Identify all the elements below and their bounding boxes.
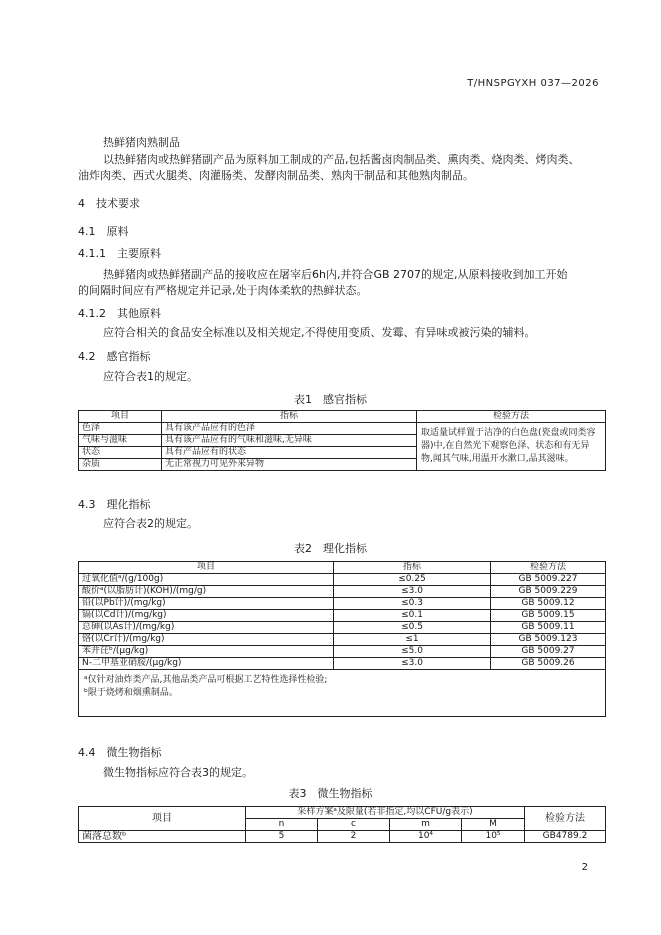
table3-cell-m: 10⁴ — [390, 831, 462, 843]
table2-cell: 苯并芘ᵇ/(μg/kg) — [79, 646, 334, 658]
para-4-3: 应符合表2的规定。 — [103, 517, 198, 530]
table2-cell: ≤0.5 — [334, 622, 491, 634]
table3-cell-method: GB4789.2 — [525, 831, 606, 843]
para-4-1-1-line1: 热鲜猪肉或热鲜猪副产品的接收应在屠宰后6h内,并符合GB 2707的规定,从原料接收到加工开始 — [103, 268, 568, 281]
table3-header-item: 项目 — [79, 807, 246, 831]
table1-cell: 色泽 — [79, 423, 162, 435]
heading-4-4: 4.4 微生物指标 — [78, 746, 162, 759]
table2-cell: ≤3.0 — [334, 658, 491, 670]
table2-cell: GB 5009.227 — [491, 574, 606, 586]
table1-cell: 杂质 — [79, 459, 162, 471]
table-row — [79, 598, 606, 610]
table1-cell: 具有该产品应有的色泽 — [162, 423, 417, 435]
definition-line1: 以热鲜猪肉或热鲜猪副产品为原料加工制成的产品,包括酱卤肉制品类、熏肉类、烧肉类、烤肉类、 — [103, 153, 580, 166]
table2-cell: 过氧化值ᵃ/(g/100g) — [79, 574, 334, 586]
table2-cell: 酸价ᵃ(以脂肪计)(KOH)/(mg/g) — [79, 586, 334, 598]
table2-note-b: ᵇ限于烧烤和烟熏制品。 — [84, 688, 178, 698]
table-row — [79, 646, 606, 658]
table-row — [79, 586, 606, 598]
table3-header-sampling: 采样方案ᵃ及限量(若非指定,均以CFU/g表示) — [246, 807, 525, 819]
table1-cell: 状态 — [79, 447, 162, 459]
table2-cell: N-二甲基亚硝胺/(μg/kg) — [79, 658, 334, 670]
table-row — [79, 622, 606, 634]
table2-cell: ≤0.3 — [334, 598, 491, 610]
table1-cell: 无正常视力可见外来异物 — [162, 459, 417, 471]
table2-cell: 总砷(以As计)/(mg/kg) — [79, 622, 334, 634]
table2-cell: ≤1 — [334, 634, 491, 646]
para-4-1-1-line2: 的间隔时间应有严格规定并记录,处于肉体柔软的热鲜状态。 — [78, 284, 368, 297]
table2-caption: 表2 理化指标 — [294, 542, 367, 555]
table1-header-item: 项目 — [79, 411, 162, 423]
table2-cell: GB 5009.123 — [491, 634, 606, 646]
table3-cell-M: 10⁵ — [462, 831, 525, 843]
microbial-table — [78, 806, 606, 843]
para-4-1-2: 应符合相关的食品安全标准以及相关规定,不得使用变质、发霉、有异味或被污染的辅料。 — [103, 326, 536, 339]
table-row — [79, 423, 606, 435]
heading-4-1-1: 4.1.1 主要原料 — [78, 247, 161, 260]
table3-sub-M: M — [462, 819, 525, 831]
table2-cell: 铬(以Cr计)/(mg/kg) — [79, 634, 334, 646]
table2-cell: GB 5009.11 — [491, 622, 606, 634]
table1-method-cell: 取适量试样置于洁净的白色盘(瓷盘或同类容器)中,在自然光下观察色泽、状态和有无异物,闻其气味,用温开水漱口,品其滋味。 — [417, 423, 606, 471]
para-4-4: 微生物指标应符合表3的规定。 — [103, 766, 253, 779]
table2-note-a: ᵃ仅针对油炸类产品,其他品类产品可根据工艺特性选择性检验; — [84, 675, 328, 685]
table1-header-index: 指标 — [162, 411, 417, 423]
table2-cell: ≤0.1 — [334, 610, 491, 622]
table2-notes — [79, 670, 606, 717]
heading-4-1: 4.1 原料 — [78, 225, 129, 238]
table-row — [79, 658, 606, 670]
table3-caption: 表3 微生物指标 — [288, 787, 373, 800]
table2-cell: ≤0.25 — [334, 574, 491, 586]
table2-cell: GB 5009.26 — [491, 658, 606, 670]
table2-cell: GB 5009.15 — [491, 610, 606, 622]
table2-header-method: 检验方法 — [491, 562, 606, 574]
table2-cell: 镉(以Cd计)/(mg/kg) — [79, 610, 334, 622]
para-4-2: 应符合表1的规定。 — [103, 370, 198, 383]
table3-sub-c: c — [318, 819, 390, 831]
definition-term: 热鲜猪肉熟制品 — [103, 136, 180, 149]
table3-cell-n: 5 — [246, 831, 318, 843]
table1-cell: 具有该产品应有的气味和滋味,无异味 — [162, 435, 417, 447]
table3-sub-m: m — [390, 819, 462, 831]
table3-header-method: 检验方法 — [525, 807, 606, 831]
table2-cell: ≤3.0 — [334, 586, 491, 598]
table1-cell: 具有产品应有的状态 — [162, 447, 417, 459]
table2-cell: GB 5009.229 — [491, 586, 606, 598]
table2-header-item: 项目 — [79, 562, 334, 574]
table-row — [79, 634, 606, 646]
table2-cell: GB 5009.27 — [491, 646, 606, 658]
table-row — [79, 831, 606, 843]
table3-sub-n: n — [246, 819, 318, 831]
table1-header-method: 检验方法 — [417, 411, 606, 423]
page-number: 2 — [581, 862, 588, 873]
table2-cell: ≤5.0 — [334, 646, 491, 658]
heading-4-1-2: 4.1.2 其他原料 — [78, 307, 161, 320]
table1-cell: 气味与滋味 — [79, 435, 162, 447]
table2-header-index: 指标 — [334, 562, 491, 574]
physicochemical-table — [78, 561, 606, 717]
table2-cell: 铅(以Pb计)/(mg/kg) — [79, 598, 334, 610]
definition-line2: 油炸肉类、西式火腿类、肉灌肠类、发酵肉制品类、熟肉干制品和其他熟肉制品。 — [78, 169, 474, 182]
standard-code: T/HNSPGYXH 037—2026 — [467, 78, 599, 89]
sensory-table — [78, 410, 606, 471]
table3-cell-item: 菌落总数ᵇ — [79, 831, 246, 843]
table-row — [79, 610, 606, 622]
table3-cell-c: 2 — [318, 831, 390, 843]
table-row — [79, 574, 606, 586]
heading-4: 4 技术要求 — [78, 197, 140, 210]
heading-4-3: 4.3 理化指标 — [78, 498, 151, 511]
heading-4-2: 4.2 感官指标 — [78, 350, 151, 363]
table2-cell: GB 5009.12 — [491, 598, 606, 610]
table1-caption: 表1 感官指标 — [294, 393, 367, 406]
